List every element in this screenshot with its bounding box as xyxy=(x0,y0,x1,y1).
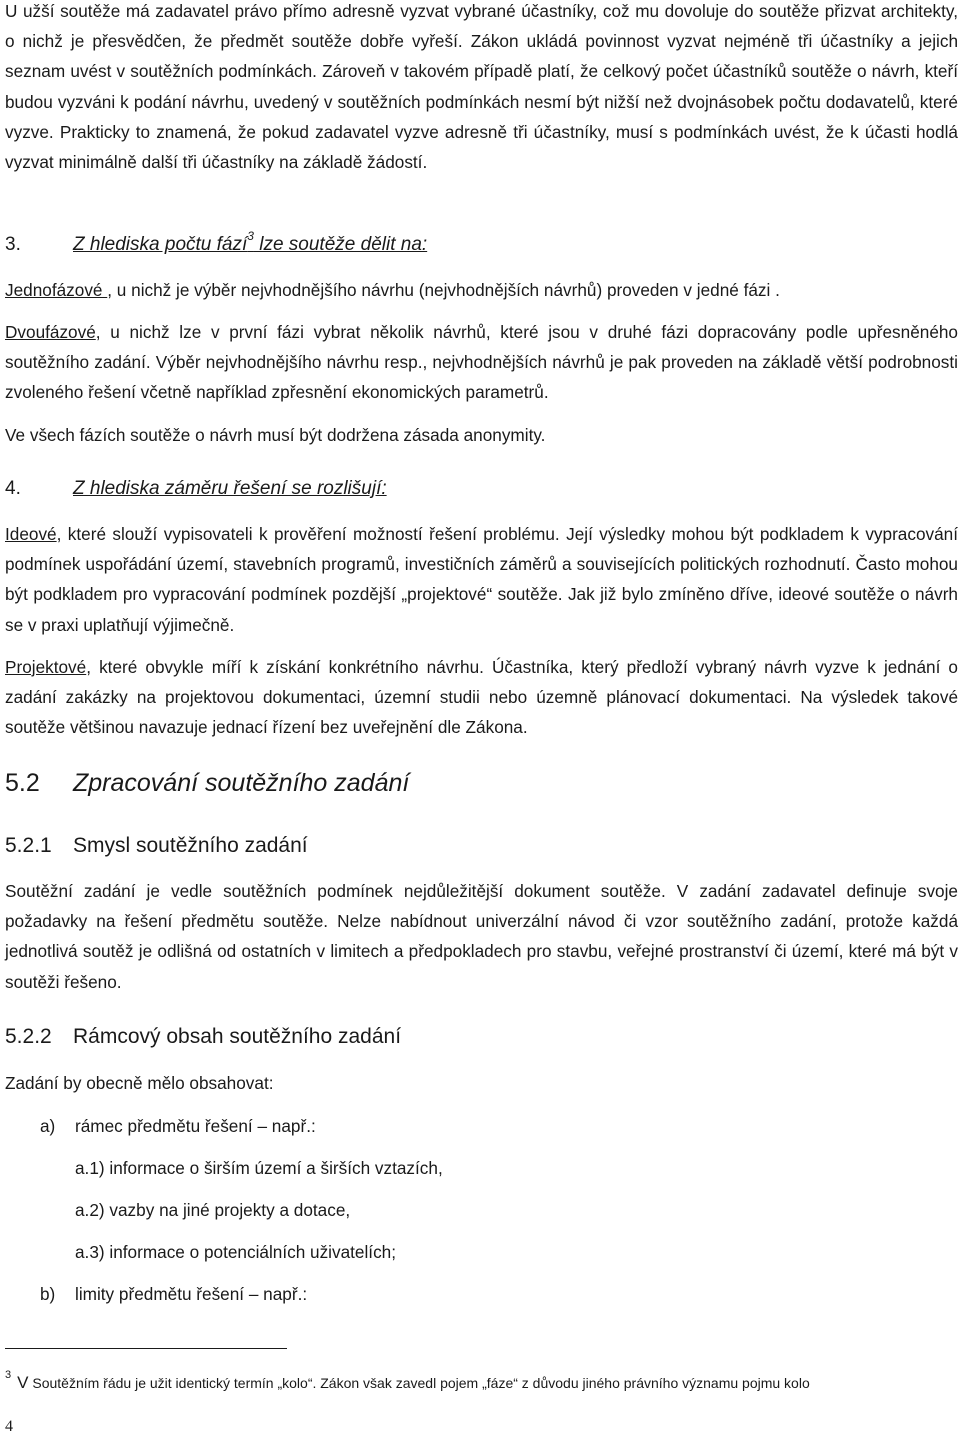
section-5-2-1-heading xyxy=(5,834,308,858)
footnote-divider xyxy=(5,1348,287,1349)
list-label: b) xyxy=(40,1284,56,1304)
footnote-ref: 3 xyxy=(247,229,254,243)
footnote-initial: V xyxy=(17,1373,29,1392)
term-dvoufazove: Dvoufázové xyxy=(5,322,96,342)
heading-number: 3. xyxy=(5,234,21,256)
ideove-paragraph xyxy=(5,519,958,640)
section-number: 5.2.1 xyxy=(5,834,52,857)
heading-title: Z hlediska počtu fází xyxy=(73,234,248,256)
section-5-2-2-heading xyxy=(5,1025,401,1049)
footnote-text: Soutěžním řádu je užit identický termín „kolo“. Zákon však zavedl pojem „fáze“ z důvodu jiného právního významu pojmu kolo xyxy=(28,1375,810,1391)
intro-paragraph: U užší soutěže má zadavatel právo přímo adresně vyzvat vybrané účastníky, což mu dovoluje do soutěže přizvat architekty, o nichž je přesvědčen, že předmět soutěže dobře vyřeší. Zákon ukládá povinnost vyzvat nejméně tři účastníky a jejich seznam uvést v soutěžních podmínkách. Zároveň v takovém případě platí, že celkový počet účastníků soutěže o návrh, kteří budou vyzváni k podání návrhu, uvedený v soutěžních podmínkách nesmí být nižší než dvojnásobek počtu dodavatelů, které vyzve. Prakticky to znamená, že pokud zadavatel vyzve adresně tři účastníky, musí s podmínkách uvést, že k účasti hodlá vyzvat minimálně další tři účastníky na základě žádostí. xyxy=(5,1,958,173)
section-title: Zpracování soutěžního zadání xyxy=(73,769,410,797)
dvoufazove-paragraph xyxy=(5,317,958,408)
footnote xyxy=(5,1369,810,1393)
list-text: limity předmětu řešení – např.: xyxy=(75,1284,308,1304)
heading-number: 4. xyxy=(5,478,21,499)
heading-title: Z hlediska záměru řešení se rozlišují: xyxy=(73,478,387,499)
term-jednofazove: Jednofázové xyxy=(5,280,108,300)
jednofazove-text: , u nichž je výběr nejvhodnějšího návrhu (nejvhodnějších návrhů) proveden v jedné fázi . xyxy=(107,280,780,300)
footnote-mark: 3 xyxy=(5,1369,12,1382)
list-item-a3: a.3) informace o potenciálních uživatelích; xyxy=(75,1242,397,1262)
section-5-2-1-paragraph: Soutěžní zadání je vedle soutěžních podmínek nejdůležitější dokument soutěže. V zadání zadavatel definuje svoje požadavky na řešení předmětu soutěže. Nelze nabídnout univerzální návod či vzor soutěžního zadání, protože každá jednotlivá soutěž je odlišná od ostatních v limitech a předpokladech pro stavbu, veřejné prostranství či území, které má být v soutěži řešeno. xyxy=(5,881,958,992)
section-title: Smysl soutěžního zadání xyxy=(73,834,308,857)
term-projektove: Projektové xyxy=(5,657,87,677)
anonymity-paragraph: Ve všech fázích soutěže o návrh musí být dodržena zásada anonymity. xyxy=(5,425,546,445)
page-number: 4 xyxy=(5,1418,13,1435)
heading-title-end: lze soutěže dělit na: xyxy=(253,234,428,256)
list-text: rámec předmětu řešení – např.: xyxy=(75,1116,316,1136)
section-number: 5.2 xyxy=(5,769,40,797)
section-title: Rámcový obsah soutěžního zadání xyxy=(73,1025,402,1048)
term-ideove: Ideové xyxy=(5,524,57,544)
ideove-text: , které slouží vypisovateli k prověření možností řešení problému. Její výsledky mohou být podkladem k vypracování podmínek uspořádání území, stavebních programů, investičních záměrů a souvisejících politických rozhodnutí. Často mohou být podkladem pro vypracování podmínek pozdější „projektové“ soutěže. Jak již bylo zmíněno dříve, ideové soutěže o návrh se v praxi uplatňují výjimečně. xyxy=(5,524,958,635)
heading-phases xyxy=(5,229,428,256)
heading-intent xyxy=(5,478,387,500)
list-item-a1: a.1) informace o širším území a širších vztazích, xyxy=(75,1158,443,1178)
jednofazove-paragraph xyxy=(5,275,958,305)
section-5-2-2-intro: Zadání by obecně mělo obsahovat: xyxy=(5,1073,274,1093)
list-item-b xyxy=(40,1284,307,1305)
list-item-a xyxy=(40,1116,316,1137)
dvoufazove-text: , u nichž lze v první fázi vybrat několik návrhů, které jsou v druhé fázi dopracovány podle upřesněného soutěžního zadání. Výběr nejvhodnějšího návrhu resp., nejvhodnějších návrhů je pak proveden na základě větší podrobnosti zvoleného řešení včetně například zpřesnění ekonomických parametrů. xyxy=(5,322,958,403)
projektove-text: , které obvykle míří k získání konkrétního návrhu. Účastníka, který předloží vybraný návrh vyzve k jednání o zadání zakázky na projektovou dokumentaci, územní studii nebo územně plánovací dokumentaci. Na výsledek takové soutěže většinou navazuje jednací řízení bez uveřejnění dle Zákona. xyxy=(5,657,958,738)
list-item-a2: a.2) vazby na jiné projekty a dotace, xyxy=(75,1200,351,1220)
section-number: 5.2.2 xyxy=(5,1025,52,1048)
section-5-2-heading xyxy=(5,769,409,798)
projektove-paragraph xyxy=(5,652,958,743)
list-label: a) xyxy=(40,1116,56,1136)
